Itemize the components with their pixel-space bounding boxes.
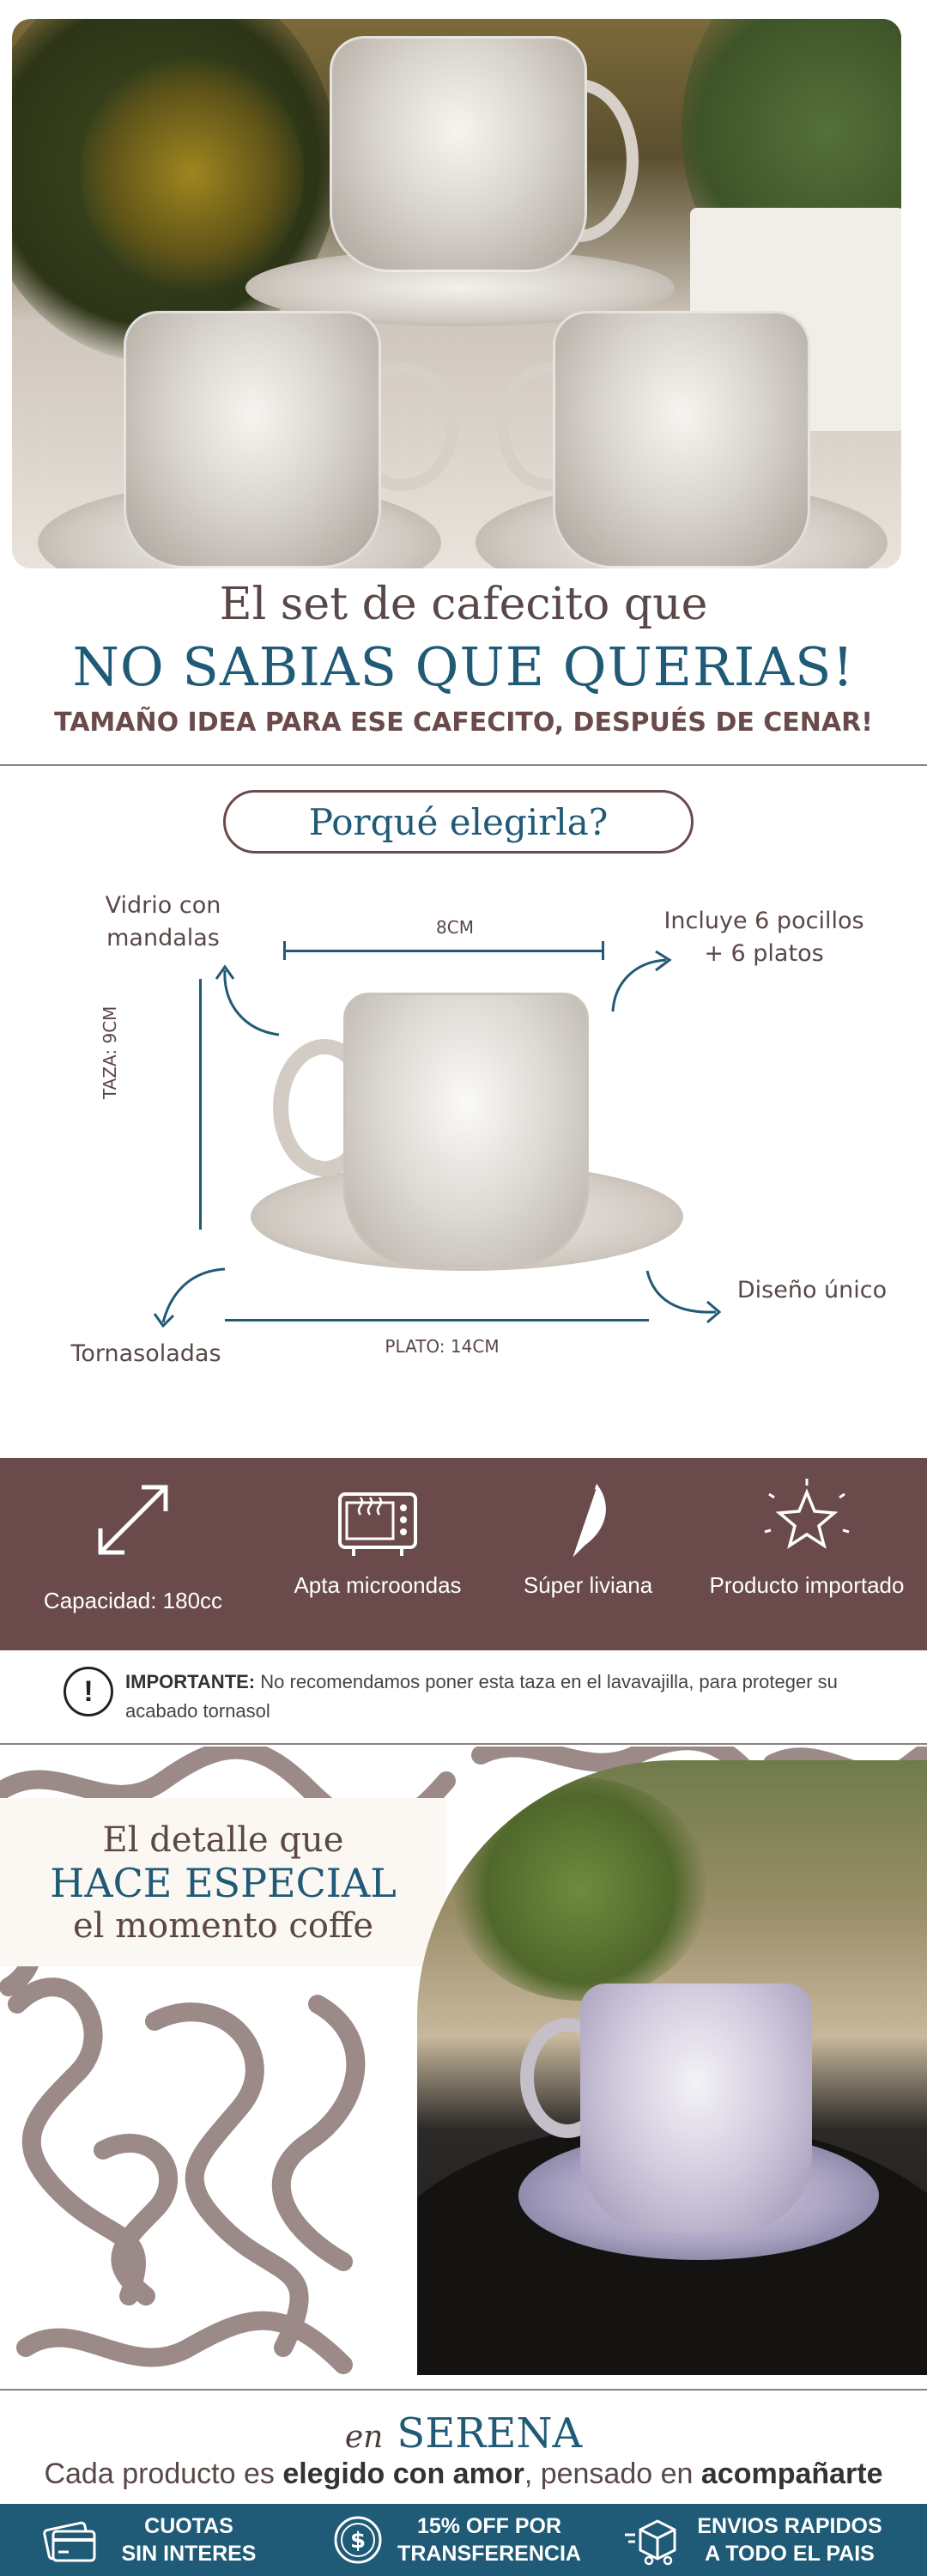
important-text: No recomendamos poner esta taza en el lavavajilla, para proteger su acabado tornasol — [125, 1671, 838, 1722]
delivery-box-icon — [623, 2514, 680, 2566]
arrow-includes-icon — [606, 951, 683, 1020]
headline-subtitle: TAMAÑO IDEA PARA ESE CAFECITO, DESPUÉS DE CENAR! — [54, 708, 873, 738]
dollar-coin-icon — [330, 2514, 386, 2566]
arrow-glass-icon — [215, 962, 292, 1039]
feature-label: Producto importado — [709, 1572, 905, 1598]
benefit-line: SIN INTERES — [121, 2542, 257, 2566]
feather-icon — [545, 1477, 631, 1563]
feature-imported — [691, 1458, 923, 1650]
dim-line-width — [283, 950, 604, 952]
features-band — [0, 1458, 927, 1650]
benefit-line: TRANSFERENCIA — [397, 2542, 581, 2566]
important-note — [125, 1668, 881, 1726]
benefit-line: CUOTAS — [144, 2514, 233, 2538]
brand-name — [0, 2409, 927, 2458]
benefit-discount — [326, 2504, 601, 2576]
feature-label: Súper liviana — [523, 1572, 653, 1598]
lifestyle-photo — [417, 1760, 927, 2375]
dim-cup-width: 8CM — [436, 917, 474, 938]
benefit-text — [687, 2512, 893, 2567]
dim-line-plate — [225, 1319, 649, 1321]
feature-label: Apta microondas — [294, 1572, 462, 1598]
annotation-design: Diseño único — [736, 1277, 888, 1303]
divider — [0, 2389, 927, 2391]
feature-capacity — [17, 1458, 249, 1650]
divider — [0, 1743, 927, 1745]
brand-prefix: en — [344, 2420, 384, 2455]
hero-image — [12, 19, 901, 568]
dim-plate: PLATO: 14CM — [385, 1336, 500, 1357]
benefit-shipping — [620, 2504, 912, 2576]
brand-title: SERENA — [397, 2409, 583, 2458]
why-title: Porqué elegirla? — [223, 790, 694, 854]
benefit-line: 15% OFF POR — [416, 2514, 562, 2538]
divider — [0, 764, 927, 766]
feature-label: Capacidad: 180cc — [43, 1588, 223, 1613]
important-label: IMPORTANTE: — [125, 1671, 256, 1692]
detail-line1: El detalle que — [102, 1820, 344, 1860]
tagline-part: Cada producto es — [44, 2458, 283, 2490]
benefit-text — [103, 2512, 275, 2567]
benefit-text — [386, 2512, 592, 2567]
dim-line-tick — [602, 941, 604, 960]
headline-intro: El set de cafecito que — [219, 579, 708, 630]
detail-line3: el momento coffe — [73, 1906, 373, 1946]
svg-text:$: $ — [349, 2528, 367, 2554]
dim-line-tick — [283, 941, 286, 960]
tagline-part: , pensado en — [524, 2458, 701, 2490]
arrow-design-icon — [644, 1266, 730, 1326]
annotation-iridescent: Tornasoladas — [70, 1340, 221, 1367]
resize-arrow-icon — [90, 1477, 176, 1563]
annotation-includes: Incluye 6 pocillos + 6 platos — [663, 908, 864, 967]
annotation-glass: Vidrio con mandalas — [105, 892, 221, 951]
benefit-line: A TODO EL PAIS — [705, 2542, 875, 2566]
detail-line2: HACE ESPECIAL — [50, 1860, 397, 1906]
feature-microwave — [262, 1458, 494, 1650]
arrow-iridescent-icon — [154, 1264, 232, 1333]
feature-light — [472, 1458, 704, 1650]
benefit-line: ENVIOS RAPIDOS — [697, 2514, 882, 2538]
exclamation-icon: ! — [64, 1667, 113, 1716]
credit-card-icon — [43, 2514, 100, 2566]
benefits-bar — [0, 2504, 927, 2576]
star-icon — [764, 1477, 850, 1563]
brand-tagline — [0, 2458, 927, 2491]
headline-main: NO SABIAS QUE QUERIAS! — [72, 635, 855, 698]
tagline-bold: acompañarte — [700, 2458, 883, 2490]
microwave-icon — [335, 1477, 421, 1563]
benefit-installments — [34, 2504, 318, 2576]
dim-line-height — [199, 979, 202, 1230]
tagline-bold: elegido con amor — [282, 2458, 524, 2490]
product-cup — [343, 993, 589, 1267]
dim-cup-height: TAZA: 9CM — [100, 1005, 120, 1099]
